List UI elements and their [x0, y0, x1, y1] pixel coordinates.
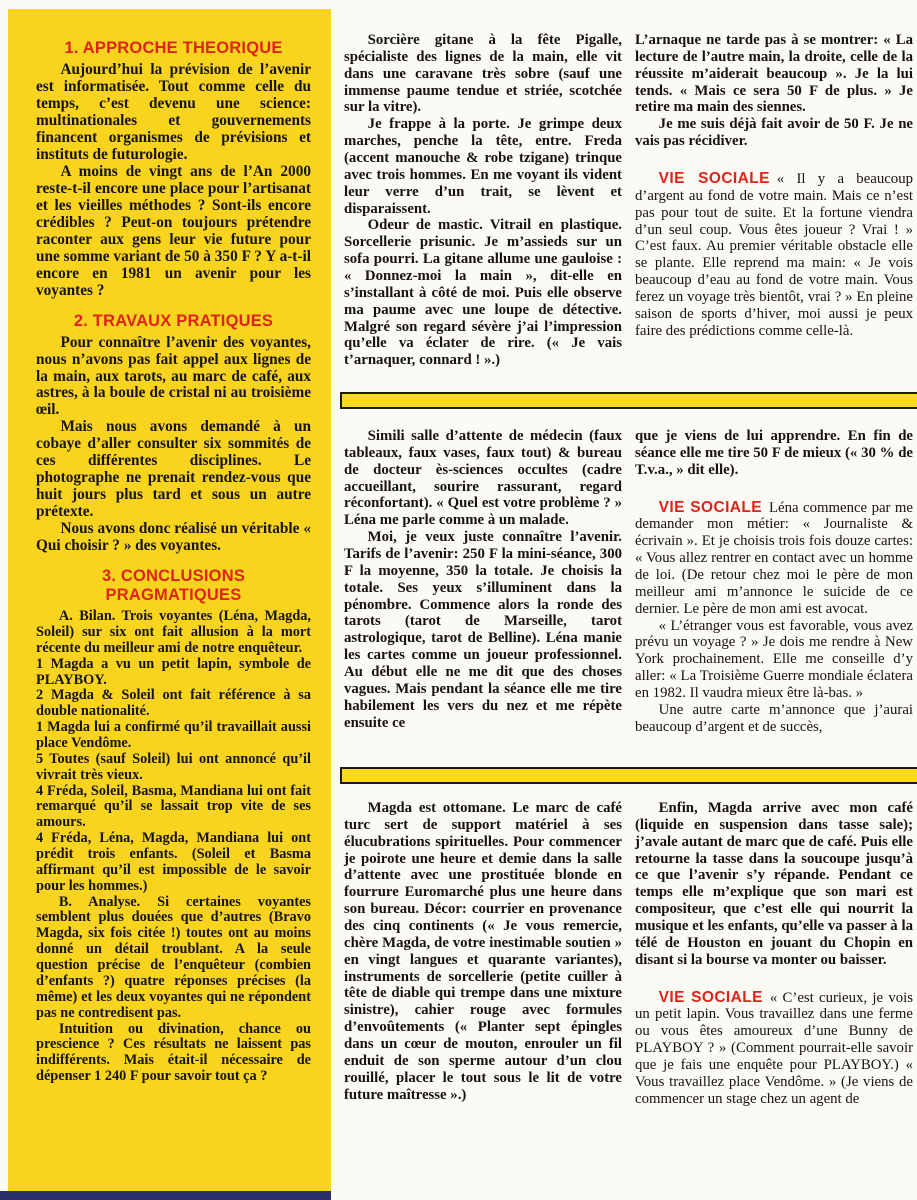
vie-sociale-label: VIE SOCIALE	[658, 988, 763, 1006]
numbered-item: 1 Magda a vu un petit lapin, symbole de PLAYBOY.	[36, 655, 311, 688]
paragraph: Magda est ottomane. Le marc de café turc sert de support matériel à ses élucubrations spirituelles. Pour commencer je poirote une heure et demie dans la salle d’attente avec une prostituée blonde en fourrure Euromarché plus une heure dans son bureau. Décor: courrier en provenance des cinq continents (« Je vous remercie, chère Magda, de votre inestimable soutien » en vingt langues et quarante variantes), instruments de sorcellerie (petite cuiller à tête de diable qui trempe dans une mixture sinistre), cahier rouge avec formules d’envoûtements (« Planter sept épingles dans un cœur de mouton, enrouler un fil enduit de son sperme autour d’un clou rouillé, placer le tout sous le lit de votre future maîtresse ».)	[344, 800, 622, 1103]
vie-sociale-text: Léna commence par me demander mon métier: « Journaliste & écrivain ». Et je choisis trois fois douze cartes: « Vous allez rentrer en contact avec un homme de loi. (De retour chez moi le père de mon meilleur ami m’annonce le suicide de ce dernier. Le père de mon ami est avocat.	[635, 499, 913, 617]
yellow-separator-bar	[340, 767, 917, 784]
column-left	[344, 428, 622, 736]
vie-sociale-paragraph	[635, 170, 913, 340]
section-heading-2: 2. TRAVAUX PRATIQUES	[73, 311, 274, 330]
column-right	[635, 800, 913, 1108]
section-heading-1: 1. APPROCHE THEORIQUE	[64, 39, 283, 57]
numbered-item: 4 Fréda, Léna, Magda, Mandiana lui ont prédit trois enfants. (Soleil et Basma affirmant qu’il est impossible de le savoir pour les hommes.)	[36, 830, 311, 894]
vie-sociale-text: « C’est curieux, je vois un petit lapin. Vous travaillez dans une ferme ou vous êtes amoureux d’une Bunny de PLAYBOY ? » (Comment pourrait-elle savoir que je fais une enquête pour PLAYBOY.) « Vous travaillez place Vendôme. » (Je viens de commencer un stage chez un agent de	[635, 989, 913, 1107]
article-section-magda	[344, 800, 914, 1108]
article-section-lena	[344, 428, 914, 736]
paragraph: Nous avons donc réalisé un véritable « Qui choisir ? » des voyantes.	[36, 520, 311, 555]
section-heading-3: 3. CONCLUSIONS PRAGMATIQUES	[101, 567, 246, 605]
paragraph: Intuition ou divination, chance ou prescience ? Ces résultats ne laissent pas indifférents. Mais était-il nécessaire de dépenser 1 240 F pour savoir tout ça ?	[36, 1020, 311, 1085]
vie-sociale-label: VIE SOCIALE	[658, 170, 770, 188]
paragraph: Pour connaître l’avenir des voyantes, nous n’avons pas fait appel aux lignes de la main, aux tarots, au marc de café, aux astres, à la boule de cristal ni au troisième œil.	[36, 333, 311, 419]
article-section-freda	[344, 32, 914, 369]
numbered-item: 5 Toutes (sauf Soleil) lui ont annoncé qu’il vivrait très vieux.	[36, 750, 311, 783]
paragraph: Je me suis déjà fait avoir de 50 F. Je ne vais pas récidiver.	[635, 116, 913, 150]
paragraph: A. Bilan. Trois voyantes (Léna, Magda, Soleil) sur six ont fait allusion à la mort récente du meilleur ami de notre enquêteur.	[36, 608, 311, 656]
numbered-item: 2 Magda & Soleil ont fait référence à sa double nationalité.	[36, 687, 311, 720]
paragraph: B. Analyse. Si certaines voyantes semblent plus douées que d’autres (Bravo Magda, six fois citée !) toutes ont au moins donné un détail troublant. A la seule question précise de l’enquêteur (combien d’enfants ?) quatre réponses précises (la même) et les deux voyantes qui ne répondent pas ne contredisent pas.	[36, 893, 311, 1021]
numbered-item: 1 Magda lui a confirmé qu’il travaillait aussi place Vendôme.	[36, 719, 311, 752]
paragraph: Simili salle d’attente de médecin (faux tableaux, faux vases, faux tout) & bureau de docteur ès-sciences occultes (cadre accueillant, sourire rassurant, regard réconfortant). « Quel est votre problème ? » Léna me parle comme à un malade.	[344, 428, 622, 529]
vie-sociale-text: « Il y a beaucoup d’argent au fond de votre main. Mais ce n’est pas pour tout de suite. Et la fortune viendra d’un seul coup. Vous êtes joueur ? Vrai ! » C’est faux. Au premier véritable obstacle elle se plante. Elle reprend ma main: « Je vois beaucoup d’eau au fond de votre main. Vous ferez un voyage très bientôt, vrai ? » En pleine saison de sports d’hiver, moi aussi je peux faire des prédictions comme celle-là.	[635, 171, 913, 339]
column-right	[635, 32, 913, 369]
paragraph: A moins de vingt ans de l’An 2000 reste-t-il encore une place pour l’artisanat et les vieilles méthodes ? Sont-ils encore crédibles ? Peut-on toujours prétendre raconter aux gens leur vie future pour une somme variant de 50 à 350 F ? Y a-t-il encore en 1981 un avenir pour les voyantes ?	[36, 162, 311, 299]
paragraph: Mais nous avons demandé à un cobaye d’aller consulter six sommités de ces différentes disciplines. Le photographe ne prenait rendez-vous que huit jours plus tard et sous un autre prétexte.	[36, 418, 311, 521]
conclusions-section	[36, 567, 311, 1085]
column-left	[344, 32, 622, 369]
paragraph: Sorcière gitane à la fête Pigalle, spécialiste des lignes de la main, elle vit dans une caravane très sobre (sauf une immense paume tendue et striée, scotchée sur la vitre).	[344, 32, 622, 116]
yellow-sidebar	[8, 9, 331, 1191]
vie-sociale-paragraph	[635, 499, 913, 618]
paragraph: Enfin, Magda arrive avec mon café (liquide en suspension dans tasse sale); j’avale autant de marc que de café. Puis elle retourne la tasse dans la soucoupe jusqu’à ce que l’avenir s’y répande. Pendant ce temps elle m’explique que son mari est compositeur, que c’est elle qui nourrit la musique et les enfants, qu’elle va passer à la télé de Houston en jouant du Chopin en disant si la bourse va monter ou baisser.	[635, 800, 913, 968]
paragraph: Je frappe à la porte. Je grimpe deux marches, penche la tête, entre. Freda (accent manouche & robe tzigane) trinque avec trois hommes. En me voyant ils vident leur verre d’un trait, se lèvent et disparaissent.	[344, 116, 622, 217]
vie-sociale-label: VIE SOCIALE	[658, 498, 763, 516]
paragraph: Une autre carte m’annonce que j’aurai beaucoup d’argent et de succès,	[635, 701, 913, 735]
paragraph: L’arnaque ne tarde pas à se montrer: « La lecture de l’autre main, la droite, celle de la réussite m’aiderait beaucoup ». Je la lui tends. « Mais ce sera 50 F de plus. » Je retire ma main des siennes.	[635, 32, 913, 116]
numbered-item: 4 Fréda, Soleil, Basma, Mandiana lui ont fait remarqué qu’il se lassait trop vite de ses amours.	[36, 782, 311, 831]
paragraph: Moi, je veux juste connaître l’avenir. Tarifs de l’avenir: 250 F la mini-séance, 300 F la moyenne, 350 la totale. Je choisis la totale. Ses yeux s’illuminent dans la pénombre. Commence alors la ronde des tarots (tarot de Marseille, tarot astrologique, tarot de Belline). Léna manie les cartes comme un joueur professionnel. Au début elle ne me dit que des choses vagues. Mais pendant la séance elle me tire habilement les vers du nez et me répète ensuite ce	[344, 529, 622, 731]
yellow-separator-bar	[340, 392, 917, 409]
column-left	[344, 800, 622, 1108]
paragraph: « L’étranger vous est favorable, vous avez prévu un voyage ? » Je dois me rendre à New York prochainement. Elle me conseille d’y aller: « La Troisième Guerre mondiale éclatera en 1982. Il vaudra mieux être là-bas. »	[635, 617, 913, 702]
paragraph: Aujourd’hui la prévision de l’avenir est informatisée. Tout comme celle du temps, c’est devenu une science: multinationales et gouvernements financent organismes de prévisions et instituts de futurologie.	[36, 61, 311, 163]
column-right	[635, 428, 913, 736]
bottom-navy-strip	[0, 1191, 331, 1200]
paragraph: que je viens de lui apprendre. En fin de séance elle me tire 50 F de mieux (« 30 % de T.v.a., » dit elle).	[635, 428, 913, 478]
vie-sociale-paragraph	[635, 989, 913, 1108]
paragraph: Odeur de mastic. Vitrail en plastique. Sorcellerie prisunic. Je m’assieds sur un sofa pourri. La gitane allume une gauloise : « Donnez-moi la main », dit-elle en s’installant à côté de moi. Puis elle observe ma paume avec une loupe de détective. Malgré son regard sévère j’ai l’impression qu’elle va éclater de rire. (« Je vais t’arnaquer, connard ! ».)	[344, 217, 622, 369]
